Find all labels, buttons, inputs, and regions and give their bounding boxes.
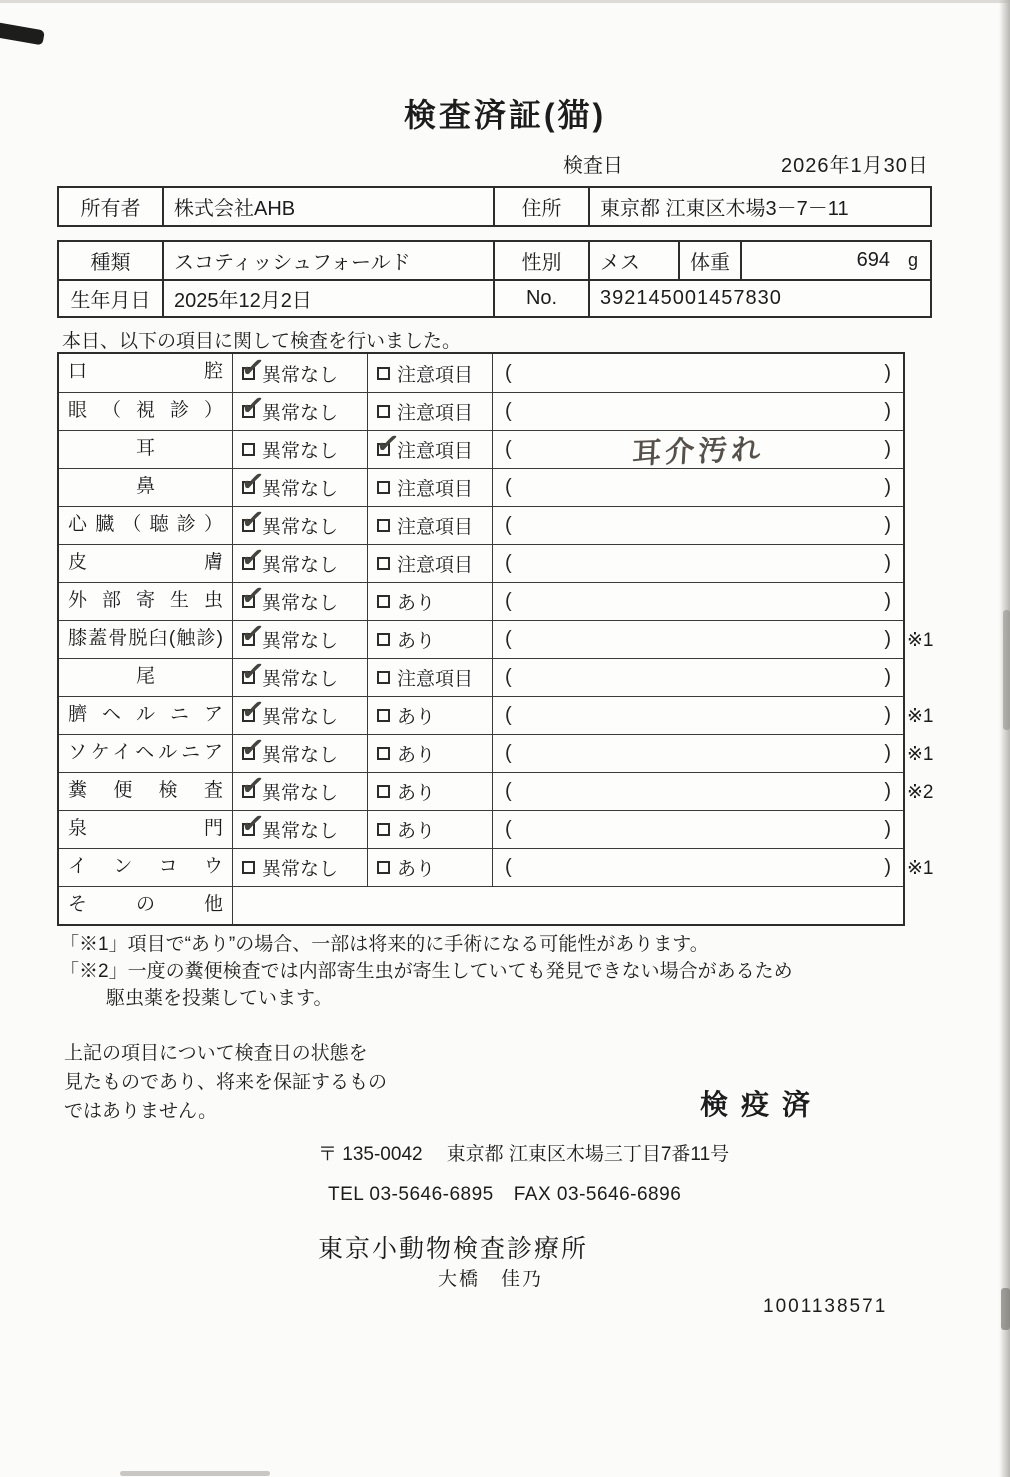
exam-note: [492, 354, 903, 392]
handwritten-check-icon: ✓: [239, 350, 267, 384]
inspection-date-line: [0, 149, 1010, 175]
exam-note: [492, 545, 903, 582]
exam-option: [367, 354, 492, 392]
exam-option: [232, 540, 367, 582]
handwritten-check-icon: ✓: [239, 540, 267, 575]
address-value: 東京都 江東区木場3－7－11: [588, 188, 930, 225]
no-value: 392145001457830: [588, 281, 930, 316]
handwritten-check-icon: ✓: [374, 426, 402, 461]
clinic-person: 大橋 佳乃: [438, 1269, 544, 1290]
exam-item-label: 泉門: [68, 818, 223, 839]
clinic-tel: TEL 03-5646-6895: [328, 1184, 494, 1205]
exam-option: [367, 545, 492, 582]
exam-row-12: [59, 768, 934, 810]
handwritten-note: [512, 633, 884, 646]
animal-table: [57, 240, 932, 318]
exam-item-label: その他: [68, 894, 223, 915]
exam-option: [367, 426, 492, 468]
scan-artifact: [999, 0, 1010, 1477]
scan-artifact: [120, 1471, 270, 1476]
handwritten-note: [512, 785, 884, 798]
exam-option: [367, 811, 492, 848]
handwritten-note: [512, 366, 884, 379]
footnote-ref: ※2: [907, 782, 934, 803]
exam-note: [492, 659, 903, 696]
exam-row-7: [59, 578, 903, 620]
checkbox-label: 注意項目: [397, 403, 474, 424]
disclaimer-line-1: 上記の項目について検査日の状態を: [64, 1043, 368, 1064]
scan-artifact: [1001, 1288, 1010, 1330]
checkbox-label: あり: [397, 745, 436, 766]
checkbox: [377, 557, 390, 570]
close-paren-icon: ): [884, 856, 891, 878]
open-paren-icon: (: [505, 666, 512, 688]
checkbox: [374, 426, 402, 461]
open-paren-icon: (: [505, 856, 512, 878]
checkbox: [377, 405, 390, 418]
checkbox: [239, 692, 267, 727]
close-paren-icon: ): [884, 438, 891, 460]
open-paren-icon: (: [505, 590, 512, 612]
close-paren-icon: ): [884, 628, 891, 650]
exam-note: [492, 621, 903, 658]
checkbox: [377, 671, 390, 684]
close-paren-icon: ): [884, 552, 891, 574]
checkbox-label: 異常なし: [262, 441, 339, 462]
scan-artifact: [1003, 610, 1010, 730]
checkbox: [377, 785, 390, 798]
open-paren-icon: (: [505, 438, 512, 460]
document-title: 検査済証(猫): [403, 97, 607, 133]
handwritten-note: [512, 481, 884, 494]
close-paren-icon: ): [884, 590, 891, 612]
footnotes: [60, 931, 960, 1012]
clinic-name: 東京小動物検査診療所: [318, 1235, 589, 1263]
disclaimer: [64, 1039, 387, 1126]
exam-note: [492, 469, 903, 506]
exam-row-4: [59, 464, 903, 506]
checkbox: [239, 616, 267, 651]
open-paren-icon: (: [505, 552, 512, 574]
exam-option: [367, 507, 492, 544]
exam-item-label: 糞便検査: [68, 780, 223, 801]
close-paren-icon: ): [884, 400, 891, 422]
checkbox-label: 異常なし: [262, 669, 339, 690]
exam-option: [367, 849, 492, 886]
exam-row-6: [59, 540, 903, 582]
checkbox-label: 異常なし: [262, 631, 339, 652]
exam-item-label: 眼（視診）: [68, 400, 223, 421]
footnote-ref: ※1: [907, 706, 934, 727]
checkbox: [239, 730, 267, 765]
checkbox: [239, 578, 267, 613]
exam-item-label: 心臓（聴診）: [68, 514, 223, 535]
close-paren-icon: ): [884, 742, 891, 764]
sex-label: 性別: [493, 242, 588, 279]
exam-option: [367, 393, 492, 430]
owner-table: [57, 186, 932, 227]
checkbox-label: 異常なし: [262, 479, 339, 500]
handwritten-check-icon: ✓: [239, 578, 267, 613]
quarantine-stamp: 検疫済: [700, 1089, 824, 1120]
checkbox-label: あり: [397, 707, 436, 728]
exam-option: [232, 849, 367, 886]
checkbox: [377, 861, 390, 874]
handwritten-note: [512, 557, 884, 570]
inspection-date-value: 2026年1月30日: [781, 155, 929, 177]
clinic-postal-line: [318, 1139, 729, 1166]
exam-option: [367, 697, 492, 734]
birth-value: 2025年12月2日: [162, 281, 493, 316]
handwritten-check-icon: ✓: [239, 692, 267, 727]
checkbox: [377, 595, 390, 608]
exam-row-10: [59, 692, 934, 734]
clinic-tel-line: [328, 1184, 681, 1206]
open-paren-icon: (: [505, 628, 512, 650]
exam-option: [232, 464, 367, 506]
exam-option: [367, 621, 492, 658]
footnote-ref: ※1: [907, 744, 934, 765]
handwritten-check-icon: ✓: [239, 502, 267, 537]
checkbox-label: あり: [397, 783, 436, 804]
exam-row-14: [59, 848, 934, 886]
checkbox-label: 異常なし: [262, 364, 339, 386]
exam-row-8: [59, 616, 934, 658]
close-paren-icon: ): [884, 818, 891, 840]
exam-item-label: 鼻: [135, 476, 155, 497]
exam-option: [232, 616, 367, 658]
scan-artifact: [0, 22, 45, 46]
scan-artifact: [0, 0, 1010, 3]
inspection-date-label: 検査日: [563, 155, 623, 177]
checkbox: [377, 519, 390, 532]
handwritten-check-icon: ✓: [239, 616, 267, 651]
checkbox: [239, 350, 267, 384]
handwritten-check-icon: ✓: [239, 464, 267, 499]
clinic-fax: FAX 03-5646-6896: [513, 1184, 682, 1205]
intro-text: 本日、以下の項目に関して検査を行いました。: [62, 331, 462, 352]
checkbox-label: あり: [397, 631, 436, 652]
checkbox: [377, 633, 390, 646]
handwritten-note: [512, 823, 884, 836]
exam-row-13: [59, 806, 903, 848]
checkbox: [377, 709, 390, 722]
exam-note: [492, 849, 903, 886]
handwritten-note: 耳介汚れ: [631, 431, 765, 471]
open-paren-icon: (: [505, 514, 512, 536]
close-paren-icon: ): [884, 514, 891, 536]
exam-note: [492, 431, 903, 471]
exam-item-label: 皮膚: [68, 552, 223, 573]
sex-value: メス: [588, 242, 678, 279]
handwritten-check-icon: ✓: [239, 654, 267, 689]
exam-option: [232, 431, 367, 468]
footnote-2-continued: 駆虫薬を投薬しています。: [106, 988, 333, 1009]
handwritten-check-icon: ✓: [239, 730, 267, 765]
exam-option: [232, 578, 367, 620]
checkbox-label: あり: [397, 859, 436, 880]
exam-item-label: 口腔: [68, 361, 223, 382]
exam-note: [492, 697, 903, 734]
exam-row-11: [59, 730, 934, 772]
handwritten-note: [512, 861, 884, 874]
footnote-2: 「※2」一度の糞便検査では内部寄生虫が寄生していても発見できない場合があるため: [60, 961, 793, 982]
exam-table: [57, 350, 934, 926]
exam-item-label: ソケイヘルニア: [68, 742, 223, 763]
exam-note: [492, 773, 903, 810]
close-paren-icon: ): [884, 476, 891, 498]
checkbox: [242, 443, 255, 456]
handwritten-check-icon: ✓: [239, 768, 267, 803]
footnote-ref: ※1: [907, 630, 934, 651]
birth-row: [59, 279, 930, 316]
exam-row-1: [59, 350, 903, 392]
exam-item-label: 膝蓋骨脱臼(触診): [68, 628, 223, 649]
exam-option: [367, 659, 492, 696]
exam-note: [492, 583, 903, 620]
footnote-ref: ※1: [907, 858, 934, 879]
exam-row-3: [59, 426, 903, 471]
exam-item-label: インコウ: [68, 856, 223, 877]
checkbox-label: あり: [397, 593, 436, 614]
weight-value: [740, 242, 930, 279]
exam-option: [232, 806, 367, 848]
exam-item-label: 外部寄生虫: [68, 590, 223, 611]
exam-option: [367, 583, 492, 620]
clinic-address: 東京都 江東区木場三丁目7番11号: [446, 1144, 730, 1165]
exam-item-label: 臍ヘルニア: [68, 704, 223, 725]
checkbox-label: 注意項目: [397, 555, 474, 576]
exam-other-empty: [232, 887, 903, 924]
close-paren-icon: ): [884, 780, 891, 802]
close-paren-icon: ): [884, 361, 891, 384]
postal-code: 〒 135-0042: [318, 1144, 423, 1165]
checkbox: [239, 502, 267, 537]
owner-value: 株式会社AHB: [162, 188, 493, 225]
checkbox-label: 異常なし: [262, 517, 339, 538]
exam-row-15: [59, 886, 903, 924]
breed-row: [59, 242, 930, 279]
weight-label: 体重: [678, 242, 740, 279]
exam-option: [367, 773, 492, 810]
weight-number: 694: [856, 249, 890, 271]
handwritten-note: [512, 671, 884, 684]
exam-option: [232, 654, 367, 696]
exam-note: [492, 507, 903, 544]
open-paren-icon: (: [505, 400, 512, 422]
open-paren-icon: (: [505, 476, 512, 498]
checkbox-label: 異常なし: [262, 403, 339, 424]
checkbox-label: 注意項目: [397, 364, 474, 386]
checkbox: [239, 806, 267, 841]
weight-unit: g: [907, 250, 918, 270]
breed-value: スコティッシュフォールド: [162, 242, 493, 279]
exam-row-2: [59, 388, 903, 430]
birth-label: 生年月日: [70, 290, 151, 312]
checkbox-label: 異常なし: [262, 593, 339, 614]
exam-note: [492, 811, 903, 848]
open-paren-icon: (: [505, 818, 512, 840]
owner-row: [59, 188, 930, 225]
footnote-1: 「※1」項目で“あり”の場合、一部は将来的に手術になる可能性があります。: [60, 934, 709, 955]
exam-option: [367, 735, 492, 772]
breed-label: 種類: [90, 252, 131, 274]
open-paren-icon: (: [505, 704, 512, 726]
serial-number: 1001138571: [763, 1296, 888, 1317]
checkbox-label: 異常なし: [262, 745, 339, 766]
exam-option: [232, 502, 367, 544]
exam-option: [232, 730, 367, 772]
checkbox-label: 異常なし: [262, 555, 339, 576]
exam-row-9: [59, 654, 903, 696]
open-paren-icon: (: [505, 742, 512, 764]
checkbox: [377, 481, 390, 494]
open-paren-icon: (: [505, 361, 512, 384]
checkbox-label: 異常なし: [262, 707, 339, 728]
handwritten-check-icon: ✓: [239, 388, 267, 423]
exam-row-5: [59, 502, 903, 544]
checkbox: [239, 388, 267, 423]
exam-option: [367, 469, 492, 506]
owner-label: 所有者: [80, 198, 141, 220]
handwritten-note: [512, 405, 884, 418]
checkbox-label: 注意項目: [397, 479, 474, 500]
disclaimer-line-2: 見たものであり、将来を保証するもの: [64, 1072, 388, 1093]
exam-option: [232, 350, 367, 392]
handwritten-note: [512, 595, 884, 608]
exam-note: [492, 735, 903, 772]
exam-option: [232, 692, 367, 734]
checkbox: [377, 823, 390, 836]
close-paren-icon: ): [884, 666, 891, 688]
checkbox-label: 異常なし: [262, 783, 339, 804]
exam-item-label: 耳: [135, 438, 155, 459]
checkbox: [239, 464, 267, 499]
no-label: No.: [493, 281, 588, 316]
handwritten-note: [512, 747, 884, 760]
close-paren-icon: ): [884, 704, 891, 726]
exam-option: [232, 768, 367, 810]
checkbox: [377, 747, 390, 760]
handwritten-note: [512, 519, 884, 532]
checkbox-label: 注意項目: [397, 517, 474, 538]
checkbox: [239, 540, 267, 575]
address-label: 住所: [493, 188, 588, 225]
checkbox: [239, 768, 267, 803]
checkbox: [239, 654, 267, 689]
checkbox: [242, 861, 255, 874]
checkbox-label: あり: [397, 821, 436, 842]
exam-item-label: 尾: [135, 666, 155, 687]
exam-option: [232, 388, 367, 430]
handwritten-check-icon: ✓: [239, 806, 267, 841]
checkbox-label: 注意項目: [397, 669, 474, 690]
handwritten-note: [512, 709, 884, 722]
checkbox-label: 注意項目: [397, 441, 474, 462]
checkbox: [377, 367, 390, 380]
disclaimer-line-3: ではありません。: [64, 1101, 218, 1122]
checkbox-label: 異常なし: [262, 859, 339, 880]
open-paren-icon: (: [505, 780, 512, 802]
checkbox-label: 異常なし: [262, 821, 339, 842]
